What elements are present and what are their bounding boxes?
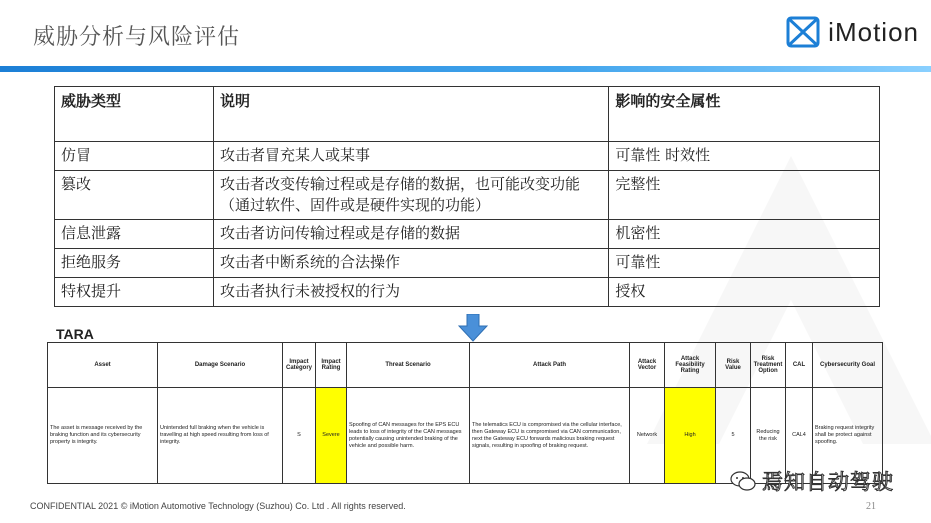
tara-attack-feasibility-cell: High xyxy=(665,388,716,484)
slide-title: 威胁分析与风险评估 xyxy=(33,25,241,50)
tara-cybersecurity-goal-cell: Braking request integrity shall be protect against spoofing. xyxy=(813,388,883,484)
threat-property-cell: 可靠性 时效性 xyxy=(609,142,880,171)
tara-header-impact-category: Impact Category xyxy=(283,343,316,388)
tara-header-risk-value: Risk Value xyxy=(716,343,751,388)
wechat-icon xyxy=(730,470,756,492)
tara-attack-path-cell: The telematics ECU is compromised via the cellular interface, then Gateway ECU is compromised via CAN communication, next the Gateway ECU forwards malicious braking request signals, resulting in spoofing of braking request. xyxy=(470,388,630,484)
imotion-logo xyxy=(786,14,919,50)
table-row xyxy=(55,249,880,278)
threat-description-cell: 攻击者执行未被授权的行为 xyxy=(213,278,608,307)
logo-icon xyxy=(786,16,820,48)
threat-table-header-row xyxy=(55,87,880,142)
tara-header-damage-scenario: Damage Scenario xyxy=(158,343,283,388)
tara-header-asset: Asset xyxy=(48,343,158,388)
tara-impact-rating-cell: Severe xyxy=(316,388,347,484)
down-arrow-icon xyxy=(458,314,488,342)
footer-confidential: CONFIDENTIAL 2021 © iMotion Automotive Technology (Suzhou) Co. Ltd . All rights reserved. xyxy=(30,501,406,511)
page-number: 21 xyxy=(866,501,876,512)
tara-header-row xyxy=(48,343,883,388)
threat-header-type: 威胁类型 xyxy=(55,87,214,142)
threat-header-description: 说明 xyxy=(213,87,608,142)
header-rule xyxy=(0,66,931,72)
tara-impact-category-cell: S xyxy=(283,388,316,484)
tara-header-attack-path: Attack Path xyxy=(470,343,630,388)
threat-type-cell: 篡改 xyxy=(55,171,214,220)
threat-description-cell: 攻击者改变传输过程或是存储的数据，也可能改变功能（通过软件、固件或是硬件实现的功能） xyxy=(213,171,608,220)
tara-table xyxy=(47,342,883,484)
tara-header-risk-treatment: Risk Treatment Option xyxy=(751,343,786,388)
threat-property-cell: 授权 xyxy=(609,278,880,307)
tara-cal-cell: CAL4 xyxy=(786,388,813,484)
wechat-watermark xyxy=(730,466,894,496)
threat-property-cell: 机密性 xyxy=(609,220,880,249)
tara-damage-cell: Unintended full braking when the vehicle is travelling at high speed resulting from loss of integrity. xyxy=(158,388,283,484)
tara-attack-vector-cell: Network xyxy=(630,388,665,484)
table-row xyxy=(55,171,880,220)
threat-header-property: 影响的安全属性 xyxy=(609,87,880,142)
tara-risk-value-cell: 5 xyxy=(716,388,751,484)
threat-description-cell: 攻击者冒充某人或某事 xyxy=(213,142,608,171)
tara-risk-treatment-cell: Reducing the risk xyxy=(751,388,786,484)
tara-header-attack-vector: Attack Vector xyxy=(630,343,665,388)
tara-header-attack-feasibility: Attack Feasibility Rating xyxy=(665,343,716,388)
tara-header-threat-scenario: Threat Scenario xyxy=(347,343,470,388)
tara-header-cal: CAL xyxy=(786,343,813,388)
table-row xyxy=(55,278,880,307)
tara-header-cybersecurity-goal: Cybersecurity Goal xyxy=(813,343,883,388)
threat-description-cell: 攻击者访问传输过程或是存储的数据 xyxy=(213,220,608,249)
tara-header-impact-rating: Impact Rating xyxy=(316,343,347,388)
table-row xyxy=(55,220,880,249)
threat-type-cell: 特权提升 xyxy=(55,278,214,307)
threat-type-cell: 拒绝服务 xyxy=(55,249,214,278)
threat-description-cell: 攻击者中断系统的合法操作 xyxy=(213,249,608,278)
watermark-text: 焉知自动驾驶 xyxy=(762,470,894,494)
logo-text: iMotion xyxy=(828,16,919,47)
threat-property-cell: 可靠性 xyxy=(609,249,880,278)
threat-type-cell: 仿冒 xyxy=(55,142,214,171)
table-row xyxy=(55,142,880,171)
tara-threat-scenario-cell: Spoofing of CAN messages for the EPS ECU leads to loss of integrity of the CAN messages potentially causing unintended braking of the vehicle and possible harm. xyxy=(347,388,470,484)
tara-label: TARA xyxy=(56,326,94,342)
tara-asset-cell: The asset is message received by the braking function and its cybersecurity property is integrity. xyxy=(48,388,158,484)
threat-type-table xyxy=(54,86,880,307)
threat-property-cell: 完整性 xyxy=(609,171,880,220)
threat-type-cell: 信息泄露 xyxy=(55,220,214,249)
